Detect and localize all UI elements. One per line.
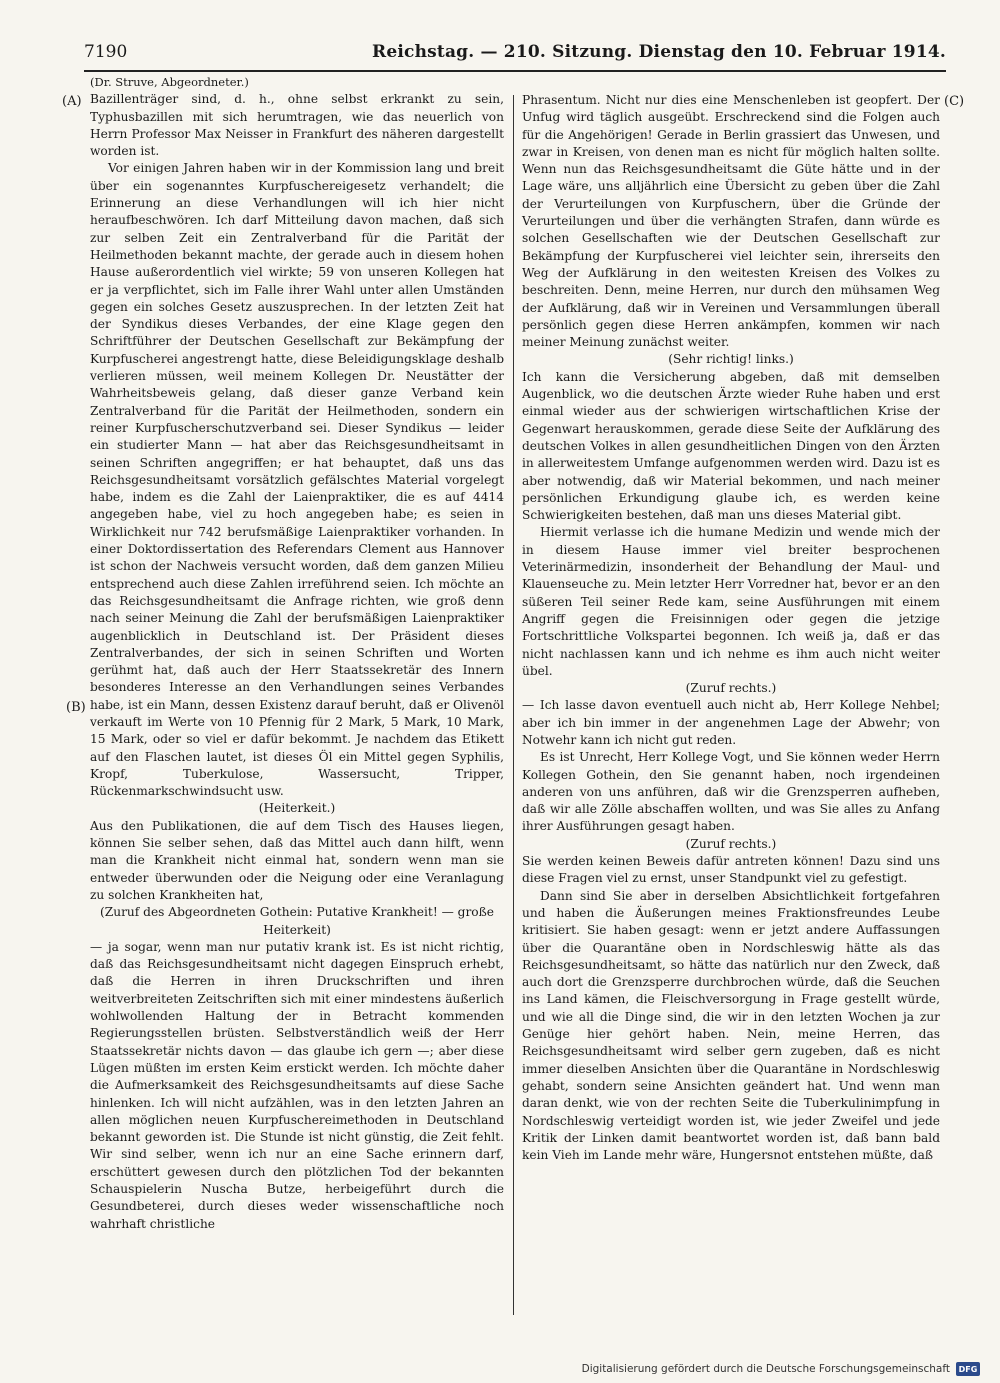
paragraph: — ja sogar, wenn man nur putativ krank ist. Es ist nicht richtig, daß das Reichsgesundheitsamt nicht dagegen Einspruch erhebt, daß die Herren in ihren Druckschriften und ihren weitverbreiteten Zeitschriften sich mit einer mindestens äußerlich wohlwollenden Haltung der in Betracht kommenden Regierungsstellen brüsten. Selbstverständlich weiß der Herr Staatssekretär nichts davon — das glaube ich gern —; aber diese Lügen müßten im ersten Keim erstickt werden. Ich möchte daher die Aufmerksamkeit des Reichsgesundheitsamts auf diese Sache hinlenken. Ich will nicht aufzählen, was in den letzten Jahren an allen möglichen neuen Kurpfuschereimethoden in Deutschland bekannt geworden ist. Die Stunde ist nicht günstig, die Zeit fehlt. Wir sind selber, wenn ich nur an eine Sache erinnern darf, erschüttert gewesen durch den plötzlichen Tod der bekannten Schauspielerin Nuscha Butze, herbeigeführt durch die Gesundbeterei, durch dieses weder wissenschaftliche noch wahrhaft christliche	[90, 939, 504, 1231]
margin-marker-c: (C)	[944, 94, 965, 109]
paragraph: Aus den Publikationen, die auf dem Tisch des Hauses liegen, können Sie selber sehen, daß das Mittel auch dann hilft, wenn man die Krankheit nicht einmal hat, sondern wenn man sie entweder überwunden oder die Neigung oder eine Veranlagung zu solchen Krankheiten hat,	[90, 818, 504, 902]
interjection: (Zuruf rechts.)	[685, 836, 777, 851]
margin-marker-a: (A)	[62, 94, 82, 109]
speaker-label: (Dr. Struve, Abgeordneter.)	[90, 75, 249, 89]
interjection: (Zuruf des Abgeordneten Gothein: Putative Krankheit! — große Heiterkeit)	[100, 905, 494, 937]
page-header	[84, 42, 946, 70]
footer-text: Digitalisierung gefördert durch die Deutsche Forschungsgemeinschaft	[581, 1363, 950, 1375]
paragraph: Phrasentum. Nicht nur dies eine Menschenleben ist geopfert. Der Unfug wird täglich ausgeübt. Erschreckend sind die Folgen auch für die Angehörigen! Gerade in Berlin grassiert das Unwesen, und zwar in Kreisen, von denen man es nicht für möglich halten sollte. Wenn nun das Reichsgesundheitsamt die Güte hätte und in der Lage wäre, uns alljährlich eine Übersicht zu geben über die Zahl der Verurteilungen von Kurpfuschern, über die Gründe der Verurteilungen und über die verhängten Strafen, dann würde es solchen Gesellschaften wie der Deutschen Gesellschaft zur Bekämpfung der Kurpfuscherei viel leichter sein, ihrerseits den Weg der Aufklärung in den weitesten Kreisen des Volkes zu beschreiten. Denn, meine Herren, nur durch den mühsamen Weg der Aufklärung, daß wir in Vereinen und Versammlungen überall persönlich gegen diese Herren ankämpfen, kommen wir nach meiner Meinung zunächst weiter.	[522, 93, 940, 350]
footer-credit	[582, 1362, 980, 1376]
paragraph: — Ich lasse davon eventuell auch nicht ab, Herr Kollege Nehbel; aber ich bin immer in der angenehmen Lage der Abwehr; von Notwehr kann ich nicht gut reden.	[522, 698, 940, 747]
interjection: (Heiterkeit.)	[258, 801, 336, 816]
paragraph: Vor einigen Jahren haben wir in der Kommission lang und breit über ein sogenanntes Kurpfuschereigesetz verhandelt; die Erinnerung an diese Verhandlungen will ich hier nicht heraufbeschwören. Ich darf Mitteilung davon machen, daß sich zur selben Zeit ein Zentralverband für die Parität der Heilmethoden bekannt machte, der gerade auch in diesem hohen Hause außerordentlich viel wirkte; 59 von unseren Kollegen hat er ja verpflichtet, sich im Falle ihrer Wahl unter allen Umständen gegen ein solches Gesetz auszusprechen. In der letzten Zeit hat der Syndikus dieses Verbandes, der eine Klage gegen den Schriftführer der Deutschen Gesellschaft zur Bekämpfung der Kurpfuscherei angestrengt hatte, diese Beleidigungsklage deshalb verlieren müssen, weil meinem Kollegen Dr. Neustätter der Wahrheitsbeweis gelang, daß dieser ganze Verband kein Zentralverband für die Parität der Heilmethoden, sondern ein reiner Kurpfuscherschutzverband sei. Dieser Syndikus — leider ein studierter Mann — hat aber das Reichsgesundheitsamt in seinen Schriften angegriffen; er hat behauptet, daß uns das Reichsgesundheitsamt vorsätzlich gefälschtes Material vorgelegt habe, indem es die Zahl der Laienpraktiker, die es auf 4414 angegeben habe, viel zu hoch angegeben habe; es seien in Wirklichkeit nur 742 berufsmäßige Laienpraktiker vorhanden. In einer Doktordissertation des Referendars Clement aus Hannover ist schon der Nachweis versucht worden, daß dem ganzen Milieu entsprechend auch diese Zahlen irreführend seien. Ich möchte an das Reichsgesundheitsamt die Anfrage richten, wie groß denn nach seiner Meinung die Zahl der berufsmäßigen Laienpraktiker augenblicklich in Deutschland ist. Der Präsident dieses Zentralverbandes, der sich in seinen Schriften und Worten gerühmt hat, daß auch der Herr Staatssekretär des Innern besonderes Interesse an den Verhandlungen seines Verbandes habe, ist ein Mann, dessen Existenz darauf beruht, daß er Olivenöl verkauft im Werte von 10 Pfennig für 2 Mark, 5 Mark, 10 Mark, 15 Mark, oder so viel er dafür bekommt. Je nachdem das Etikett auf den Flaschen lautet, ist dieses Öl ein Mittel gegen Syphilis, Kropf, Tuberkulose, Wassersucht, Tripper, Rückenmarkschwindsucht usw.	[90, 161, 505, 799]
interjection: (Zuruf rechts.)	[685, 681, 777, 696]
paragraph: Dann sind Sie aber in derselben Absichtlichkeit fortgefahren und haben die Äußerungen meines Fraktionsfreundes Leube kritisiert. Sie haben gesagt: wenn er jetzt andere Auffassungen über die Quarantäne oben in Nordschleswig hätte als das Reichsgesundheitsamt, so hätte das natürlich nur den Zweck, daß auch dort die Grenzsperre durchbrochen würde, daß die Seuchen ins Land kämen, die Fleischversorgung in Frage gestellt würde, und wie all die Dinge sind, die wir in den letzten Wochen ja zur Genüge hier gehört haben. Nein, meine Herren, das Reichsgesundheitsamt wird selber gern zugeben, daß es nicht immer dieselben Ansichten über die Quarantäne in Nordschleswig gehabt, sondern seine Ansichten geändert hat. Und wenn man daran denkt, wie von der rechten Seite die Tuberkulinimpfung in Nordschleswig verteidigt worden ist, wie jeder Zweifel und jede Kritik der Linken damit beantwortet worden ist, daß bann bald kein Vieh im Lande mehr wäre, Hungersnot entstehen müßte, daß	[522, 888, 940, 1163]
running-title: Reichstag. — 210. Sitzung. Dienstag den 10. Februar 1914.	[372, 42, 946, 62]
paragraph: Ich kann die Versicherung abgeben, daß mit demselben Augenblick, wo die deutschen Ärzte wieder Ruhe haben und erst einmal wieder aus der schwierigen wirtschaftlichen Krise der Gegenwart herauskommen, gerade diese Seite der Aufklärung des deutschen Volkes in allen gesundheitlichen Dingen von den Ärzten in allerweitestem Umfange aufgenommen werden wird. Dazu ist es aber notwendig, daß wir Material bekommen, und nach meiner persönlichen Erkundigung glaube ich, es werden keine Schwierigkeiten bestehen, daß man uns dieses Material gibt.	[522, 369, 940, 523]
paragraph: Hiermit verlasse ich die humane Medizin und wende mich der in diesem Hause immer viel breiter besprochenen Veterinärmedizin, insonderheit der Behandlung der Maul- und Klauenseuche zu. Mein letzter Herr Vorredner hat, bevor er an den süßeren Teil seiner Rede kam, seine Ausführungen mit einem Angriff gegen die Freisinnigen oder gegen die jetzige Fortschrittliche Volkspartei begonnen. Ich weiß ja, daß er das nicht nachlassen kann und ich nehme es ihm auch nicht weiter übel.	[522, 525, 940, 678]
dfg-logo-icon: DFG	[956, 1362, 980, 1376]
right-column	[522, 92, 940, 1164]
left-column	[90, 74, 504, 1233]
header-rule	[84, 70, 946, 72]
margin-marker-b: (B)	[66, 700, 86, 715]
interjection: (Sehr richtig! links.)	[668, 352, 794, 367]
page-number: 7190	[84, 42, 128, 62]
paragraph: Sie werden keinen Beweis dafür antreten können! Dazu sind uns diese Fragen viel zu ernst, unser Standpunkt viel zu gefestigt.	[522, 854, 940, 886]
column-divider	[513, 95, 514, 1315]
paragraph: Es ist Unrecht, Herr Kollege Vogt, und Sie können weder Herrn Kollegen Gothein, den Sie genannt haben, noch irgendeinen anderen von uns anführen, daß wir die Grenzsperren aufheben, daß wir alle Zölle abschaffen wollten, und was Sie alles zu Anfang ihrer Ausführungen gesagt haben.	[522, 750, 940, 834]
paragraph: Bazillenträger sind, d. h., ohne selbst erkrankt zu sein, Typhusbazillen mit sich herumtragen, wie das neuerlich von Herrn Professor Max Neisser in Frankfurt des näheren dargestellt worden ist.	[90, 92, 504, 159]
